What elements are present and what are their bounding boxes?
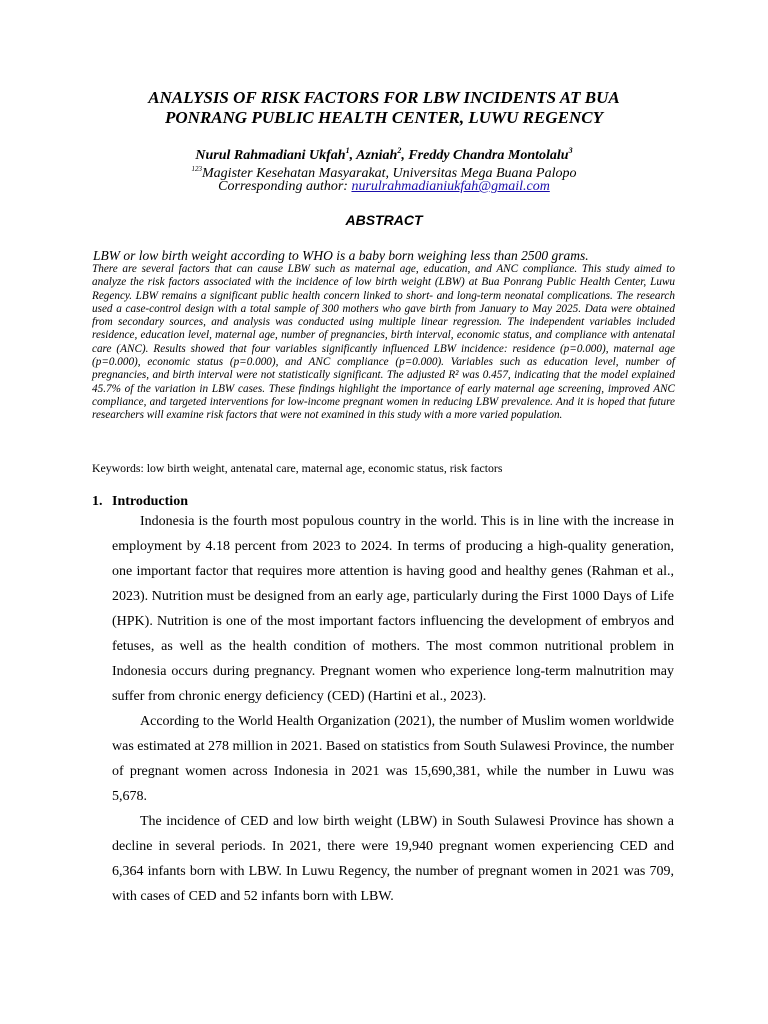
author-affil-sup: 3 xyxy=(568,146,573,155)
abstract-lead-sentence: LBW or low birth weight according to WHO is a baby born weighing less than 2500 grams. xyxy=(93,248,589,263)
section-heading-introduction xyxy=(92,494,188,510)
affiliation-text: Magister Kesehatan Masyarakat, Universitas Mega Buana Palopo xyxy=(202,166,577,181)
introduction-body xyxy=(112,509,674,909)
corresponding-email-link[interactable]: nurulrahmadianiukfah@gmail.com xyxy=(351,179,550,194)
affiliation-sup: 123 xyxy=(191,165,203,173)
author-separator: , xyxy=(401,148,409,163)
author-name: Nurul Rahmadiani Ukfah xyxy=(195,148,346,163)
section-number: 1. xyxy=(92,494,103,509)
paragraph: The incidence of CED and low birth weight (LBW) in South Sulawesi Province has shown a decline in several periods. In 2021, there were 19,940 pregnant women experiencing CED and 6,364 infants born with LBW. In Luwu Regency, the number of pregnant women in 2021 was 709, with cases of CED and 52 infants born with LBW. xyxy=(112,814,674,904)
author-name: Azniah xyxy=(356,148,398,163)
title-line-1: ANALYSIS OF RISK FACTORS FOR LBW INCIDENTS AT BUA xyxy=(148,88,620,107)
corresponding-author xyxy=(96,178,672,196)
paper-title xyxy=(96,88,672,128)
abstract-body: There are several factors that can cause LBW such as maternal age, education, and ANC compliance. This study aimed to analyze the risk factors associated with the incidence of low birth weight (LBW) at Bua Ponrang Public Health Center, Luwu Regency. LBW remains a significant public health concern linked to short- and long-term neonatal complications. The research used a case-control design with a total sample of 300 mothers who gave birth from January to May 2025. Data were obtained from secondary sources, and analysis was conducted using multiple linear regression. The independent variables included residence, education level, maternal age, number of pregnancies, birth interval, economic status, and compliance with antenatal care (ANC). Results showed that four variables significantly influenced LBW incidence: residence (p=0.000), maternal age (p=0.000), economic status (p=0.000), and ANC compliance (p=0.000). Variables such as education level, number of pregnancies, and birth interval were not statistically significant. The adjusted R² was 0.457, indicating that the model explained 45.7% of the variation in LBW cases. These findings highlight the importance of early maternal age screening, improved ANC compliance, and targeted interventions for low-income pregnant women in reducing LBW prevalence. And it is hoped that future researchers will examine risk factors that were not examined in this study with a more varied population. xyxy=(92,263,675,422)
author-affil-sup: 2 xyxy=(397,146,402,155)
keywords: Keywords: low birth weight, antenatal care, maternal age, economic status, risk factors xyxy=(92,461,503,475)
section-title: Introduction xyxy=(112,494,188,509)
corresponding-label: Corresponding author: xyxy=(218,179,352,194)
author-name: Freddy Chandra Montolalu xyxy=(408,148,569,163)
author-separator: , xyxy=(349,148,357,163)
paragraph: Indonesia is the fourth most populous country in the world. This is in line with the increase in employment by 4.18 percent from 2023 to 2024. In terms of producing a high-quality generation, one important factor that requires more attention is having good and healthy genes (Rahman et al., 2023). Nutrition must be designed from an early age, particularly during the First 1000 Days of Life (HPK). Nutrition is one of the most important factors influencing the development of embryos and fetuses, as well as the health condition of mothers. The most common nutritional problem in Indonesia occurs during pregnancy. Pregnant women who experience long-term malnutrition may suffer from chronic energy deficiency (CED) (Hartini et al., 2023). xyxy=(112,514,674,704)
abstract-heading: ABSTRACT xyxy=(345,212,423,228)
title-line-2: PONRANG PUBLIC HEALTH CENTER, LUWU REGENCY xyxy=(165,108,603,127)
author-affil-sup: 1 xyxy=(345,146,350,155)
paragraph: According to the World Health Organization (2021), the number of Muslim women worldwide was estimated at 278 million in 2021. Based on statistics from South Sulawesi Province, the number of pregnant women across Indonesia in 2021 was 15,690,381, while the number in Luwu was 5,678. xyxy=(112,714,674,804)
